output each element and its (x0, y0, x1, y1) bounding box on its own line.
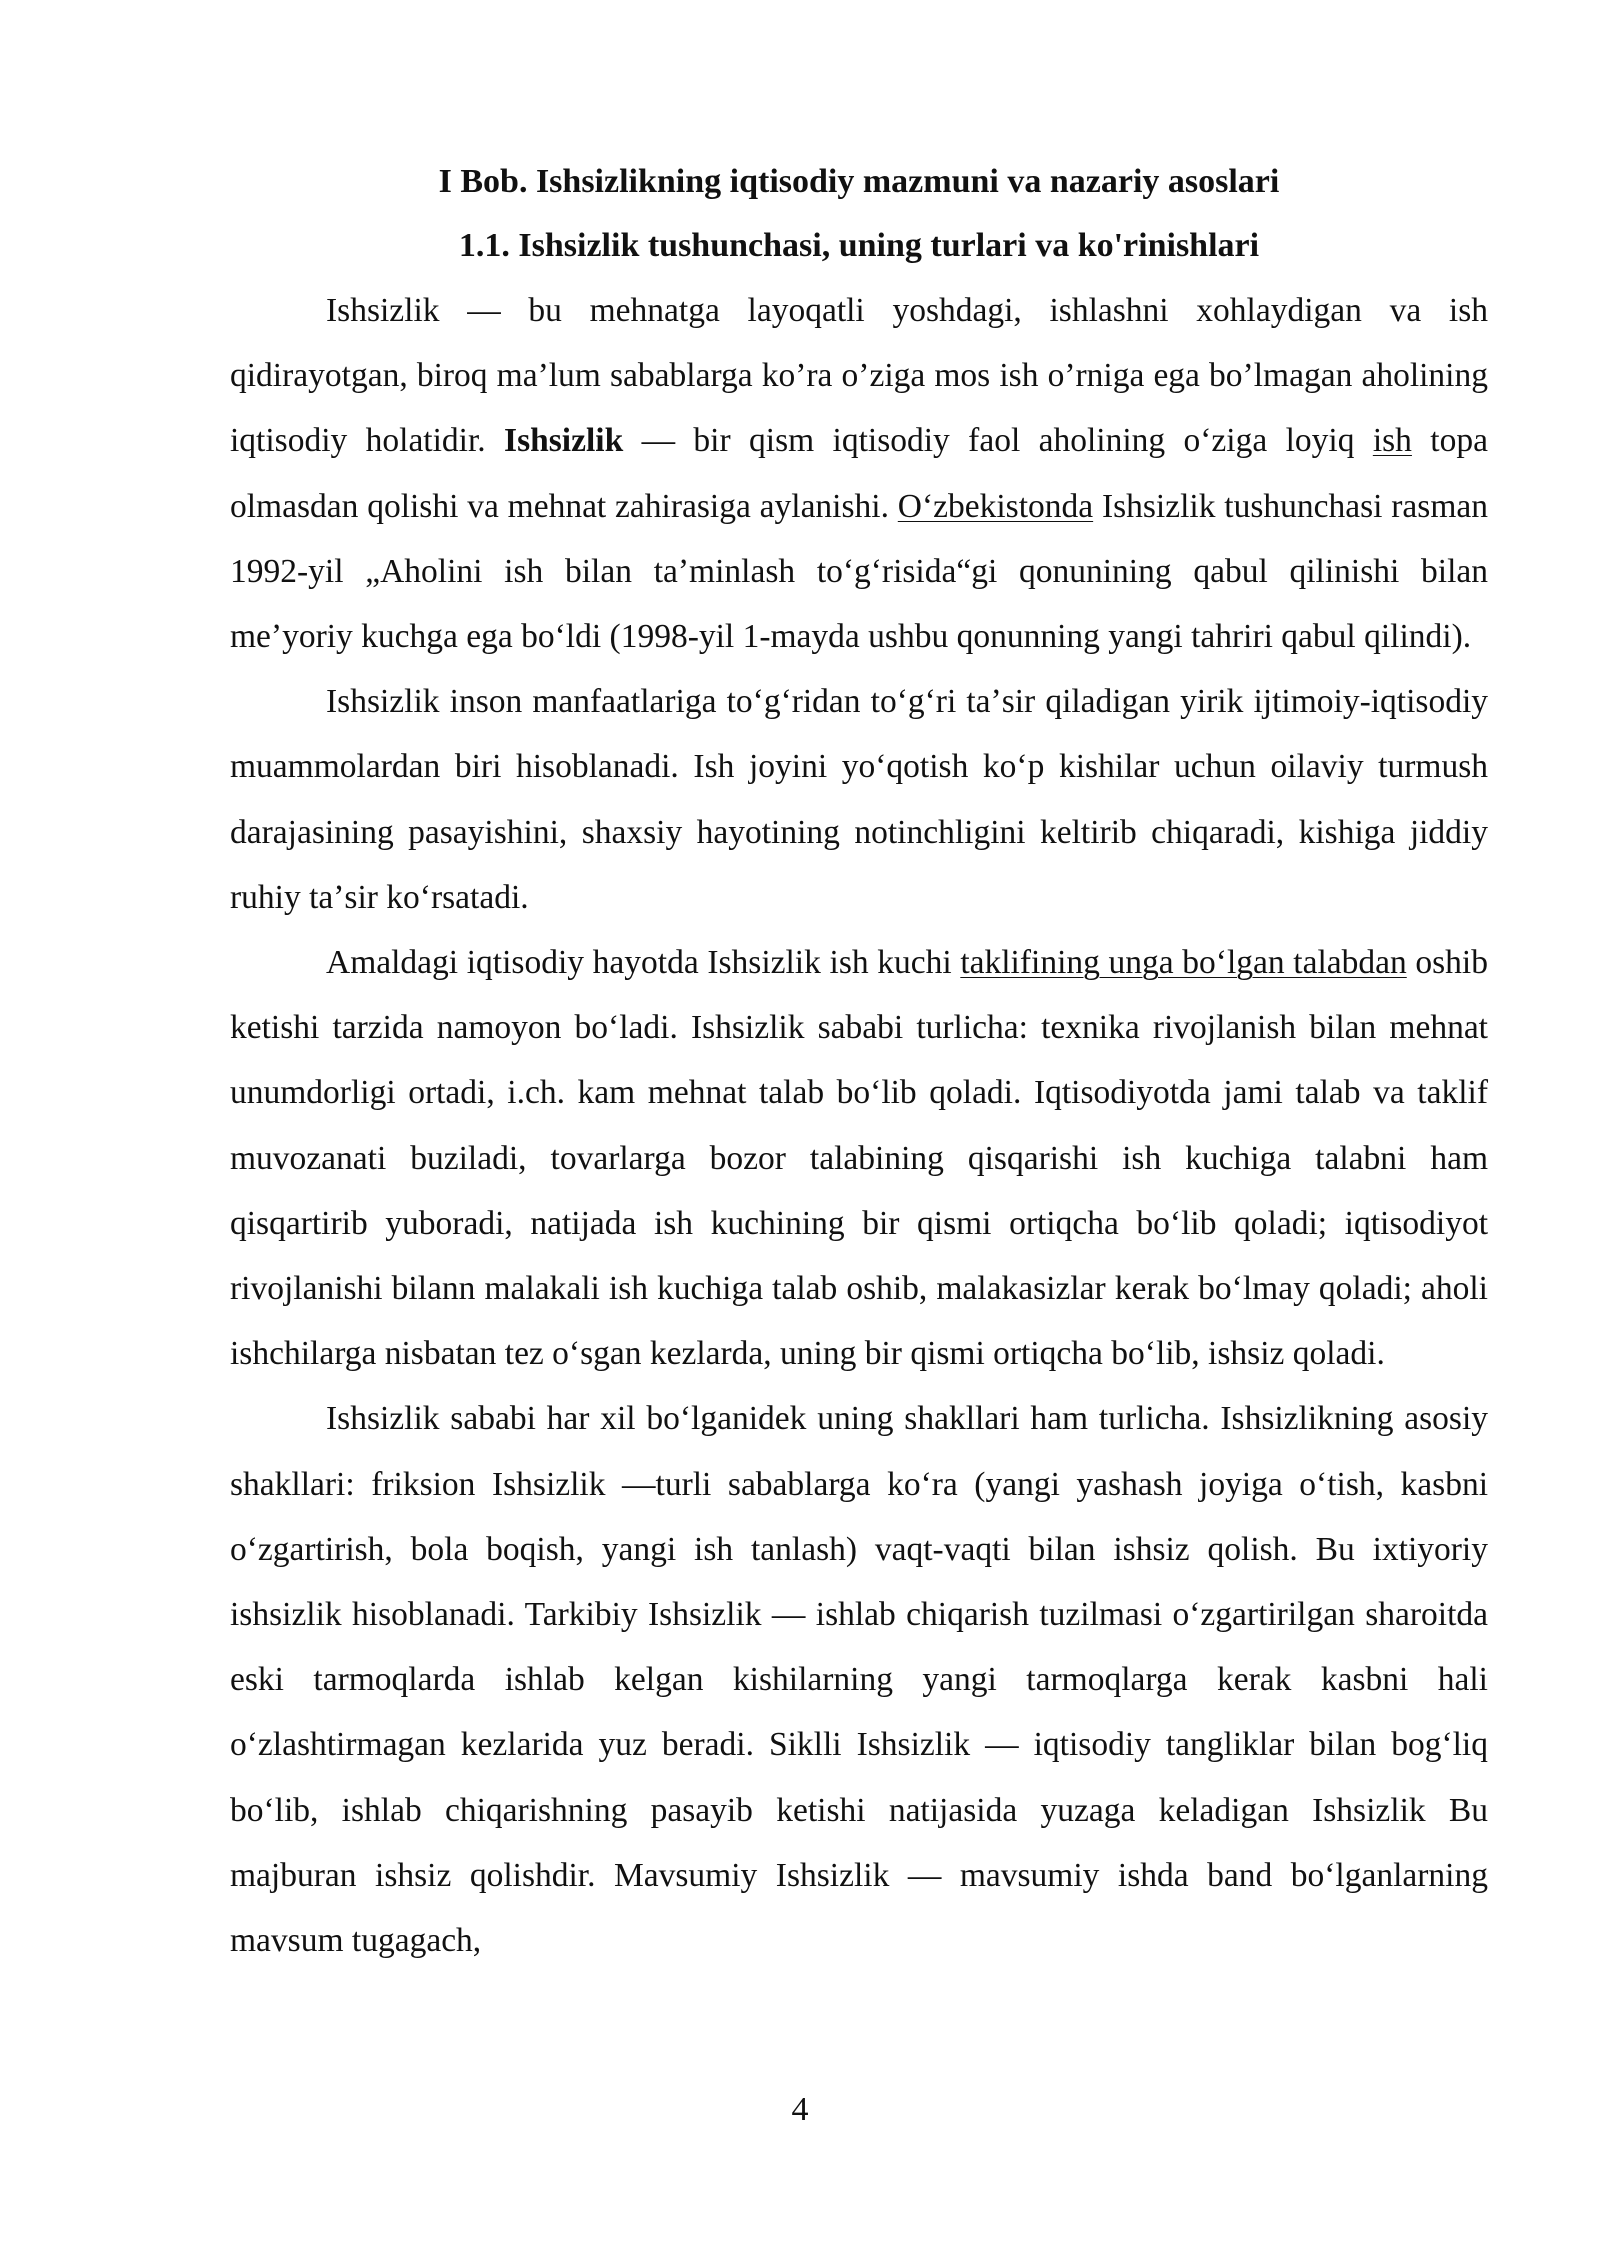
page-number: 4 (791, 2091, 809, 2128)
paragraph-text: topa olmasdan qolishi va mehnat zahirasiga aylanishi. (230, 422, 1488, 525)
paragraph-text: oshib ketishi tarzida namoyon boʻladi. Ishsizlik sababi turlicha: texnika rivojlanish bilan mehnat unumdorligi ortadi, i.ch. kam mehnat talab boʻlib qoladi. Iqtisodiyotda jami talab va taklif muvozanati buziladi, tovarlarga bozor talabining qisqarishi ish kuchiga talabni ham qisqartirib yuboradi, natijada ish kuchining bir qismi ortiqcha boʻlib qoladi; iqtisodiyot rivojlanishi bilann malakali ish kuchiga talab oshib, malakasizlar kerak boʻlmay qoladi; aholi ishchilarga nisbatan tez oʻsgan kezlarda, uning bir qismi ortiqcha boʻlib, ishsiz qoladi. (230, 944, 1488, 1373)
section-title: 1.1. Ishsizlik tushunchasi, uning turlari va ko'rinishlari (458, 227, 1260, 264)
paragraph-text: Ishsizlik tushunchasi rasman 1992-yil „Aholini ish bilan taʼminlash toʻgʻrisida“gi qonunining qabul qilinishi bilan meʼyoriy kuchga ega boʻldi (1998-yil 1-mayda ushbu qonunning yangi tahriri qabul qilindi). (230, 487, 1488, 656)
paragraph-causes (230, 930, 1488, 1386)
paragraph-text: Ishsizlik — bu mehnatga layoqatli yoshdagi, ishlashni xohlaydigan va ish qidirayotgan, biroq ma’lum sabablarga ko’ra o’ziga mos ish o’rniga ega bo’lmagan aholining iqtisodiy holatidir. (230, 292, 1488, 460)
paragraph-forms: Ishsizlik sababi har xil boʻlganidek uning shakllari ham turlicha. Ishsizlikning asosiy shakllari: friksion Ishsizlik —turli sabablarga koʻra (yangi yashash joyiga oʻtish, kasbni oʻzgartirish, bola boqish, yangi ish tanlash) vaqt-vaqti bilan ishsiz qolish. Bu ixtiyoriy ishsizlik hisoblanadi. Tarkibiy Ishsizlik — ishlab chiqarish tuzilmasi oʻzgartirilgan sharoitda eski tarmoqlarda ishlab kelgan kishilarning yangi tarmoqlarga kerak kasbni hali oʻzlashtirmagan kezlarida yuz beradi. Siklli Ishsizlik — iqtisodiy tangliklar bilan bogʻliq boʻlib, ishlab chiqarishning pasayib ketishi natijasida yuzaga keladigan Ishsizlik Bu majburan ishsiz qolishdir. Mavsumiy Ishsizlik — mavsumiy ishda band boʻlganlarning mavsum tugagach, (230, 1400, 1488, 1960)
paragraph-social-problem: Ishsizlik inson manfaatlariga toʻgʻridan toʻgʻri taʼsir qiladigan yirik ijtimoiy-iqtisodiy muammolardan biri hisoblanadi. Ish joyini yoʻqotish koʻp kishilar uchun oilaviy turmush darajasining pasayishini, shaxsiy hayotining notinchligini keltirib chiqaradi, kishiga jiddiy ruhiy taʼsir koʻrsatadi. (230, 683, 1488, 916)
link-ish[interactable]: ish (1372, 422, 1412, 460)
chapter-title: I Bob. Ishsizlikning iqtisodiy mazmuni va nazariy asoslari (438, 163, 1280, 200)
bold-term: Ishsizlik (504, 422, 624, 460)
page-content (230, 150, 1488, 1973)
link-taklif[interactable]: taklifining unga boʻlgan talabdan (960, 944, 1407, 982)
paragraph-text: — bir qism iqtisodiy faol aholining oʻziga loyiq (623, 422, 1373, 460)
paragraph-definition (230, 278, 1488, 669)
link-uzbekistonda[interactable]: Oʻzbekistonda (897, 487, 1094, 525)
paragraph-text: Amaldagi iqtisodiy hayotda Ishsizlik ish kuchi (326, 944, 961, 982)
